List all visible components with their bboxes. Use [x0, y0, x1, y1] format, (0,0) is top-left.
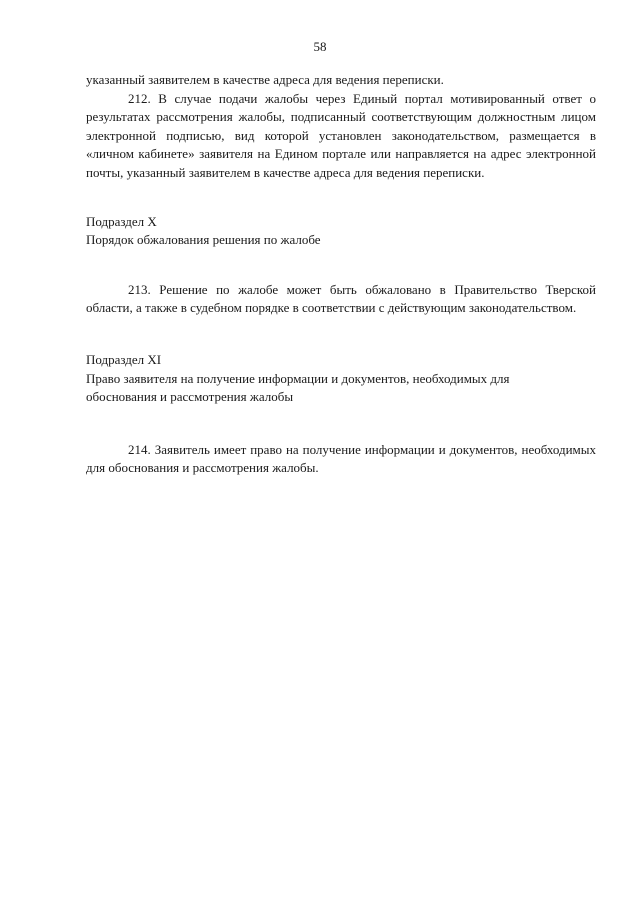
- subsection-x-label: Подраздел X: [86, 213, 157, 229]
- subsection-x: [86, 213, 596, 250]
- paragraph-213: 213. Решение по жалобе может быть обжаловано в Правительство Тверской области, а также в судебном порядке в соответствии с действующим законодательством.: [86, 281, 596, 316]
- paragraph-continuation: указанный заявителем в качестве адреса для ведения переписки.: [86, 72, 444, 87]
- page-number: 58: [313, 39, 327, 54]
- subsection-x-title: Порядок обжалования решения по жалобе: [86, 232, 321, 248]
- subsection-xi-title-line1: Право заявителя на получение информации и документов, необходимых для: [86, 370, 510, 386]
- paragraph-212: 212. В случае подачи жалобы через Единый портал мотивированный ответ о результатах рассмотрения жалобы, подписанный соответствующим должностным лицом электронной подписью, вид которой установлен законодательством, размещается в «личном кабинете» заявителя на Едином портале или направляется на адрес электронной почты, указанный заявителем в качестве адреса для ведения переписки.: [86, 90, 596, 180]
- subsection-xi: [86, 351, 596, 407]
- paragraph-214: 214. Заявитель имеет право на получение информации и документов, необходимых для обоснования и рассмотрения жалобы.: [86, 441, 596, 476]
- document-body: [86, 71, 596, 478]
- subsection-xi-label: Подраздел XI: [86, 351, 162, 367]
- subsection-xi-title-line2: обоснования и рассмотрения жалобы: [86, 389, 294, 405]
